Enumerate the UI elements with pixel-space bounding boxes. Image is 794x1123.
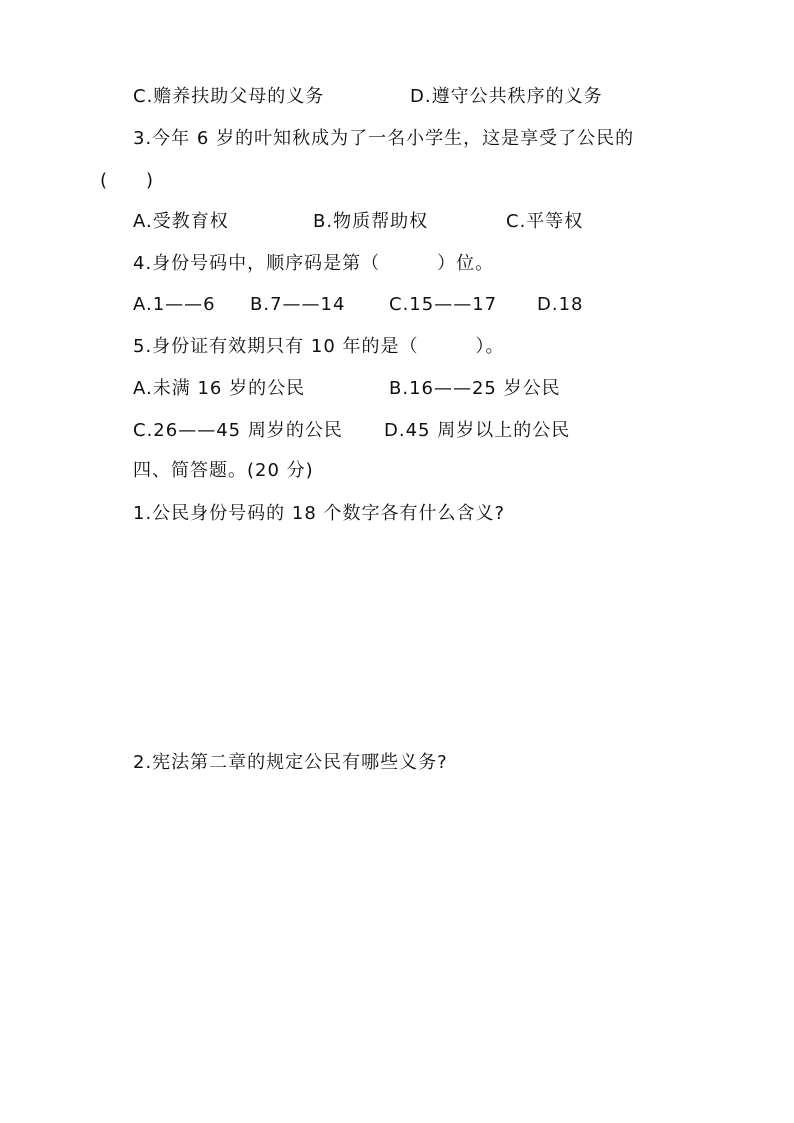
question-4-stem: 4.身份号码中，顺序码是第（ ）位。 xyxy=(133,253,495,274)
option-c: C.26——45 周岁的公民 xyxy=(133,420,343,441)
question-3-blank: ( ) xyxy=(100,170,155,191)
option-a: A.1——6 xyxy=(133,294,216,315)
option-d: D.遵守公共秩序的义务 xyxy=(410,86,603,107)
option-b: B.16——25 岁公民 xyxy=(389,378,561,399)
option-c: C.平等权 xyxy=(506,211,584,232)
option-d: D.45 周岁以上的公民 xyxy=(384,420,571,441)
option-a: A.未满 16 岁的公民 xyxy=(133,378,306,399)
short-answer-question-1: 1.公民身份号码的 18 个数字各有什么含义? xyxy=(133,503,506,524)
option-c: C.15——17 xyxy=(389,294,498,315)
option-b: B.7——14 xyxy=(250,294,346,315)
option-a: A.受教育权 xyxy=(133,211,229,232)
section-4-heading: 四、简答题。(20 分) xyxy=(133,460,314,481)
option-c: C.赡养扶助父母的义务 xyxy=(133,86,325,107)
question-5-stem: 5.身份证有效期只有 10 年的是（ ）。 xyxy=(133,336,505,357)
question-3-stem: 3.今年 6 岁的叶知秋成为了一名小学生，这是享受了公民的 xyxy=(133,128,635,149)
option-d: D.18 xyxy=(537,294,584,315)
option-b: B.物质帮助权 xyxy=(313,211,429,232)
short-answer-question-2: 2.宪法第二章的规定公民有哪些义务? xyxy=(133,752,448,773)
